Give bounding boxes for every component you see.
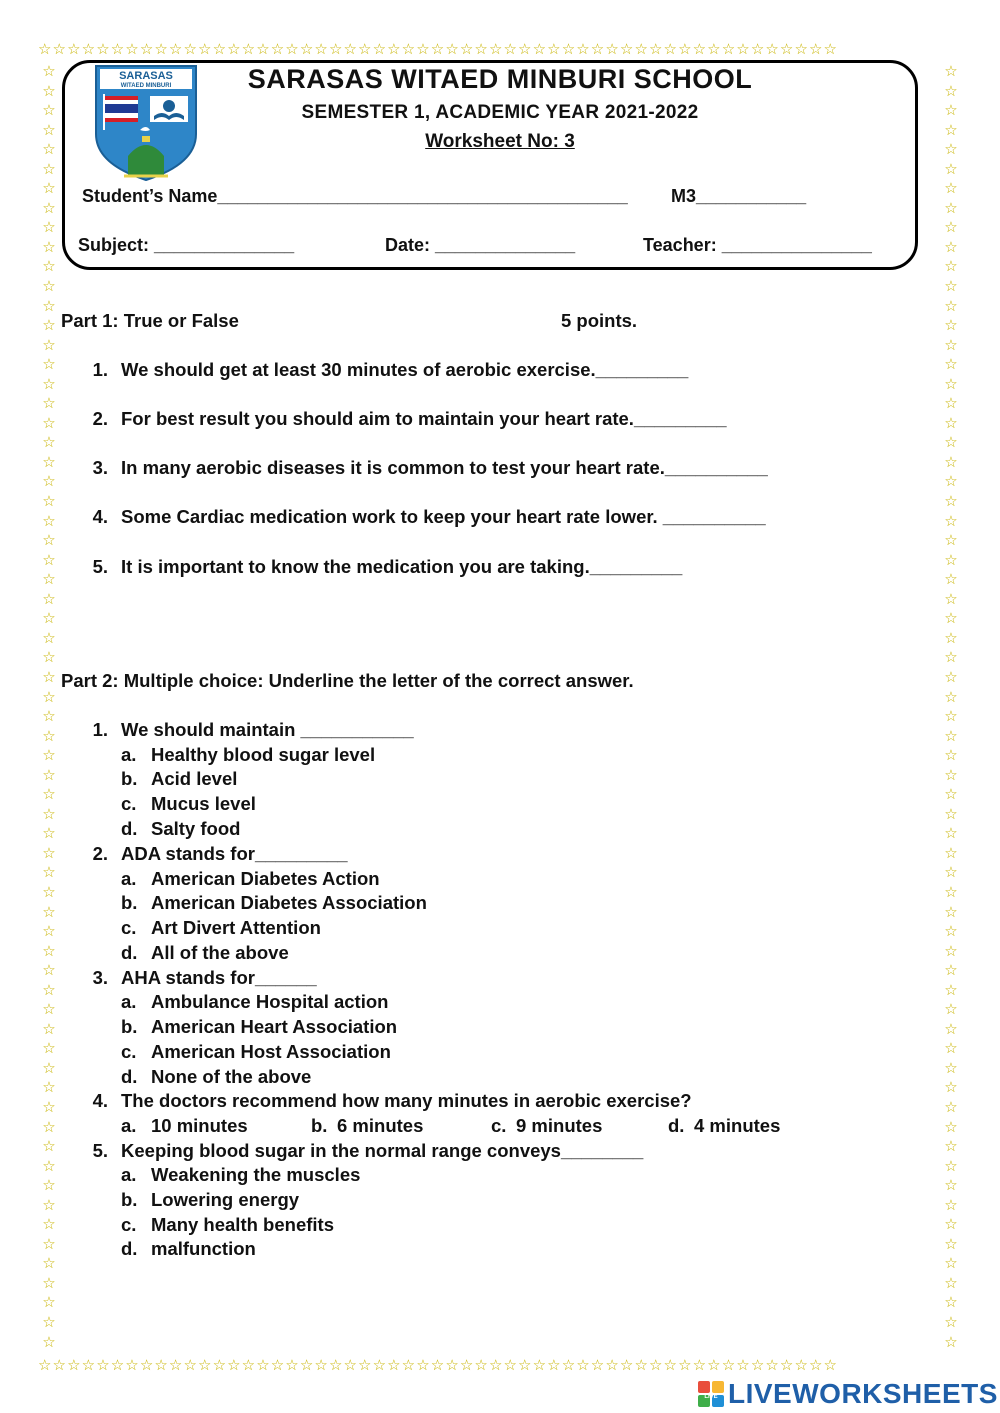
- mc-1-option-a: Healthy blood sugar level: [151, 744, 376, 765]
- mc-3-option-c: American Host Association: [151, 1041, 391, 1062]
- part1-title: Part 1: True or False: [61, 310, 239, 331]
- mc-2-option-d-letter[interactable]: d.: [121, 942, 138, 963]
- mc-1-option-b-letter[interactable]: b.: [121, 768, 138, 789]
- star-border-left: ☆ ☆ ☆ ☆ ☆ ☆ ☆ ☆ ☆ ☆ ☆ ☆ ☆ ☆ ☆ ☆ ☆ ☆ ☆ ☆ ☆ ☆ ☆ ☆ ☆ ☆ ☆ ☆ ☆ ☆ ☆ ☆ ☆ ☆ ☆ ☆ ☆ ☆ ☆ ☆ ☆ ☆ ☆ ☆ ☆ ☆ ☆ ☆ ☆ ☆ ☆ ☆ ☆ ☆ ☆ ☆ ☆ ☆ ☆ ☆ ☆ ☆ ☆ ☆ ☆ ☆: [42, 62, 56, 1351]
- liveworksheets-logo[interactable]: [698, 1378, 998, 1410]
- crest-text-top: SARASAS: [119, 70, 173, 82]
- class-row: [671, 186, 806, 207]
- mc-5-option-c-letter[interactable]: c.: [121, 1214, 137, 1235]
- liveworksheets-brand: LIVEWORKSHEETS: [728, 1378, 998, 1409]
- date-row: [385, 235, 575, 256]
- school-crest-logo: [94, 64, 198, 182]
- mc-1-question: We should maintain ___________: [121, 719, 414, 740]
- tf-5-text[interactable]: It is important to know the medication you are taking._________: [121, 556, 683, 577]
- mc-4-number: 4.: [92, 1090, 108, 1111]
- mc-4-option-d-letter[interactable]: d.: [668, 1115, 685, 1136]
- worksheet-number-text: Worksheet No: 3: [425, 131, 575, 152]
- mc-3-option-d: None of the above: [151, 1066, 312, 1087]
- mc-4-option-d: 4 minutes: [694, 1115, 781, 1136]
- mc-4-option-a-letter[interactable]: a.: [121, 1115, 137, 1136]
- student-name-row: [82, 186, 628, 207]
- mc-1-option-c-letter[interactable]: c.: [121, 793, 137, 814]
- mc-3-option-b: American Heart Association: [151, 1016, 398, 1037]
- mc-5-option-b-letter[interactable]: b.: [121, 1189, 138, 1210]
- mc-2-option-b: American Diabetes Association: [151, 892, 427, 913]
- tf-3-number: 3.: [92, 457, 108, 478]
- mc-2-question: ADA stands for_________: [121, 843, 348, 864]
- mc-4-question: The doctors recommend how many minutes in aerobic exercise?: [121, 1090, 692, 1111]
- tf-5-number: 5.: [92, 556, 108, 577]
- mc-2-option-c-letter[interactable]: c.: [121, 917, 137, 938]
- tf-2-text[interactable]: For best result you should aim to maintain your heart rate._________: [121, 408, 727, 429]
- mc-3-option-b-letter[interactable]: b.: [121, 1016, 138, 1037]
- mc-2-number: 2.: [92, 843, 108, 864]
- tf-4-text[interactable]: Some Cardiac medication work to keep your heart rate lower. __________: [121, 506, 766, 527]
- subject-label: Subject:: [78, 235, 150, 255]
- subject-row: [78, 235, 294, 256]
- mc-4-option-c-letter[interactable]: c.: [491, 1115, 507, 1136]
- mc-4-option-c: 9 minutes: [516, 1115, 603, 1136]
- tf-2-number: 2.: [92, 408, 108, 429]
- liveworksheets-mark-icon: [698, 1381, 724, 1407]
- mc-2-option-a-letter[interactable]: a.: [121, 868, 137, 889]
- mc-1-option-b: Acid level: [151, 768, 238, 789]
- date-label: Date:: [385, 235, 431, 255]
- mc-5-option-b: Lowering energy: [151, 1189, 300, 1210]
- mc-3-option-d-letter[interactable]: d.: [121, 1066, 138, 1087]
- star-border-bottom: ☆☆☆☆☆☆☆☆☆☆☆☆☆☆☆☆☆☆☆☆☆☆☆☆☆☆☆☆☆☆☆☆☆☆☆☆☆☆☆☆☆☆☆☆☆☆☆☆☆☆☆☆☆☆☆: [38, 1356, 839, 1374]
- part1-points: 5 points.: [561, 310, 638, 331]
- mc-1-option-c: Mucus level: [151, 793, 256, 814]
- part2-title: Part 2: Multiple choice: Underline the letter of the correct answer.: [61, 670, 634, 691]
- mc-1-option-a-letter[interactable]: a.: [121, 744, 137, 765]
- mc-5-number: 5.: [92, 1140, 108, 1161]
- mc-5-option-a: Weakening the muscles: [151, 1164, 361, 1185]
- crest-text-bottom: WITAED MINBURI: [120, 83, 172, 89]
- mc-5-question: Keeping blood sugar in the normal range conveys________: [121, 1140, 644, 1161]
- teacher-row: [643, 235, 872, 256]
- mc-5-option-d: malfunction: [151, 1238, 256, 1259]
- semester-line: SEMESTER 1, ACADEMIC YEAR 2021-2022: [301, 102, 699, 123]
- mc-2-option-c: Art Divert Attention: [151, 917, 321, 938]
- student-name-label: Student’s Name: [82, 186, 218, 206]
- tf-1-text[interactable]: We should get at least 30 minutes of aerobic exercise._________: [121, 359, 689, 380]
- mc-1-option-d: Salty food: [151, 818, 241, 839]
- star-border-top: ☆☆☆☆☆☆☆☆☆☆☆☆☆☆☆☆☆☆☆☆☆☆☆☆☆☆☆☆☆☆☆☆☆☆☆☆☆☆☆☆☆☆☆☆☆☆☆☆☆☆☆☆☆☆☆: [38, 40, 839, 58]
- mc-4-option-b-letter[interactable]: b.: [311, 1115, 328, 1136]
- mc-2-option-b-letter[interactable]: b.: [121, 892, 138, 913]
- star-border-right: ☆ ☆ ☆ ☆ ☆ ☆ ☆ ☆ ☆ ☆ ☆ ☆ ☆ ☆ ☆ ☆ ☆ ☆ ☆ ☆ ☆ ☆ ☆ ☆ ☆ ☆ ☆ ☆ ☆ ☆ ☆ ☆ ☆ ☆ ☆ ☆ ☆ ☆ ☆ ☆ ☆ ☆ ☆ ☆ ☆ ☆ ☆ ☆ ☆ ☆ ☆ ☆ ☆ ☆ ☆ ☆ ☆ ☆ ☆ ☆ ☆ ☆ ☆ ☆ ☆ ☆: [944, 62, 958, 1351]
- school-name: SARASAS WITAED MINBURI SCHOOL: [247, 64, 753, 94]
- mc-3-number: 3.: [92, 967, 108, 988]
- tf-4-number: 4.: [92, 506, 108, 527]
- mc-3-option-a: Ambulance Hospital action: [151, 991, 389, 1012]
- teacher-label: Teacher:: [643, 235, 717, 255]
- mc-5-option-d-letter[interactable]: d.: [121, 1238, 138, 1259]
- mc-4-option-a: 10 minutes: [151, 1115, 248, 1136]
- teacher-blank[interactable]: _______________: [721, 235, 872, 255]
- mc-5-option-a-letter[interactable]: a.: [121, 1164, 137, 1185]
- mc-3-option-c-letter[interactable]: c.: [121, 1041, 137, 1062]
- mc-1-option-d-letter[interactable]: d.: [121, 818, 138, 839]
- subject-blank[interactable]: ______________: [154, 235, 295, 255]
- tf-1-number: 1.: [92, 359, 108, 380]
- worksheet-number: [220, 131, 780, 153]
- class-blank[interactable]: ___________: [696, 186, 807, 206]
- mc-1-number: 1.: [92, 719, 108, 740]
- mc-5-option-c: Many health benefits: [151, 1214, 334, 1235]
- student-name-blank[interactable]: _________________________________________: [217, 186, 628, 206]
- mc-3-option-a-letter[interactable]: a.: [121, 991, 137, 1012]
- mc-4-option-b: 6 minutes: [337, 1115, 424, 1136]
- mc-2-option-a: American Diabetes Action: [151, 868, 380, 889]
- liveworksheets-mark-text: LIVE: [704, 1394, 718, 1400]
- class-label: M3: [671, 186, 697, 206]
- mc-3-question: AHA stands for______: [121, 967, 317, 988]
- date-blank[interactable]: ______________: [435, 235, 576, 255]
- tf-3-text[interactable]: In many aerobic diseases it is common to test your heart rate.__________: [121, 457, 768, 478]
- mc-2-option-d: All of the above: [151, 942, 289, 963]
